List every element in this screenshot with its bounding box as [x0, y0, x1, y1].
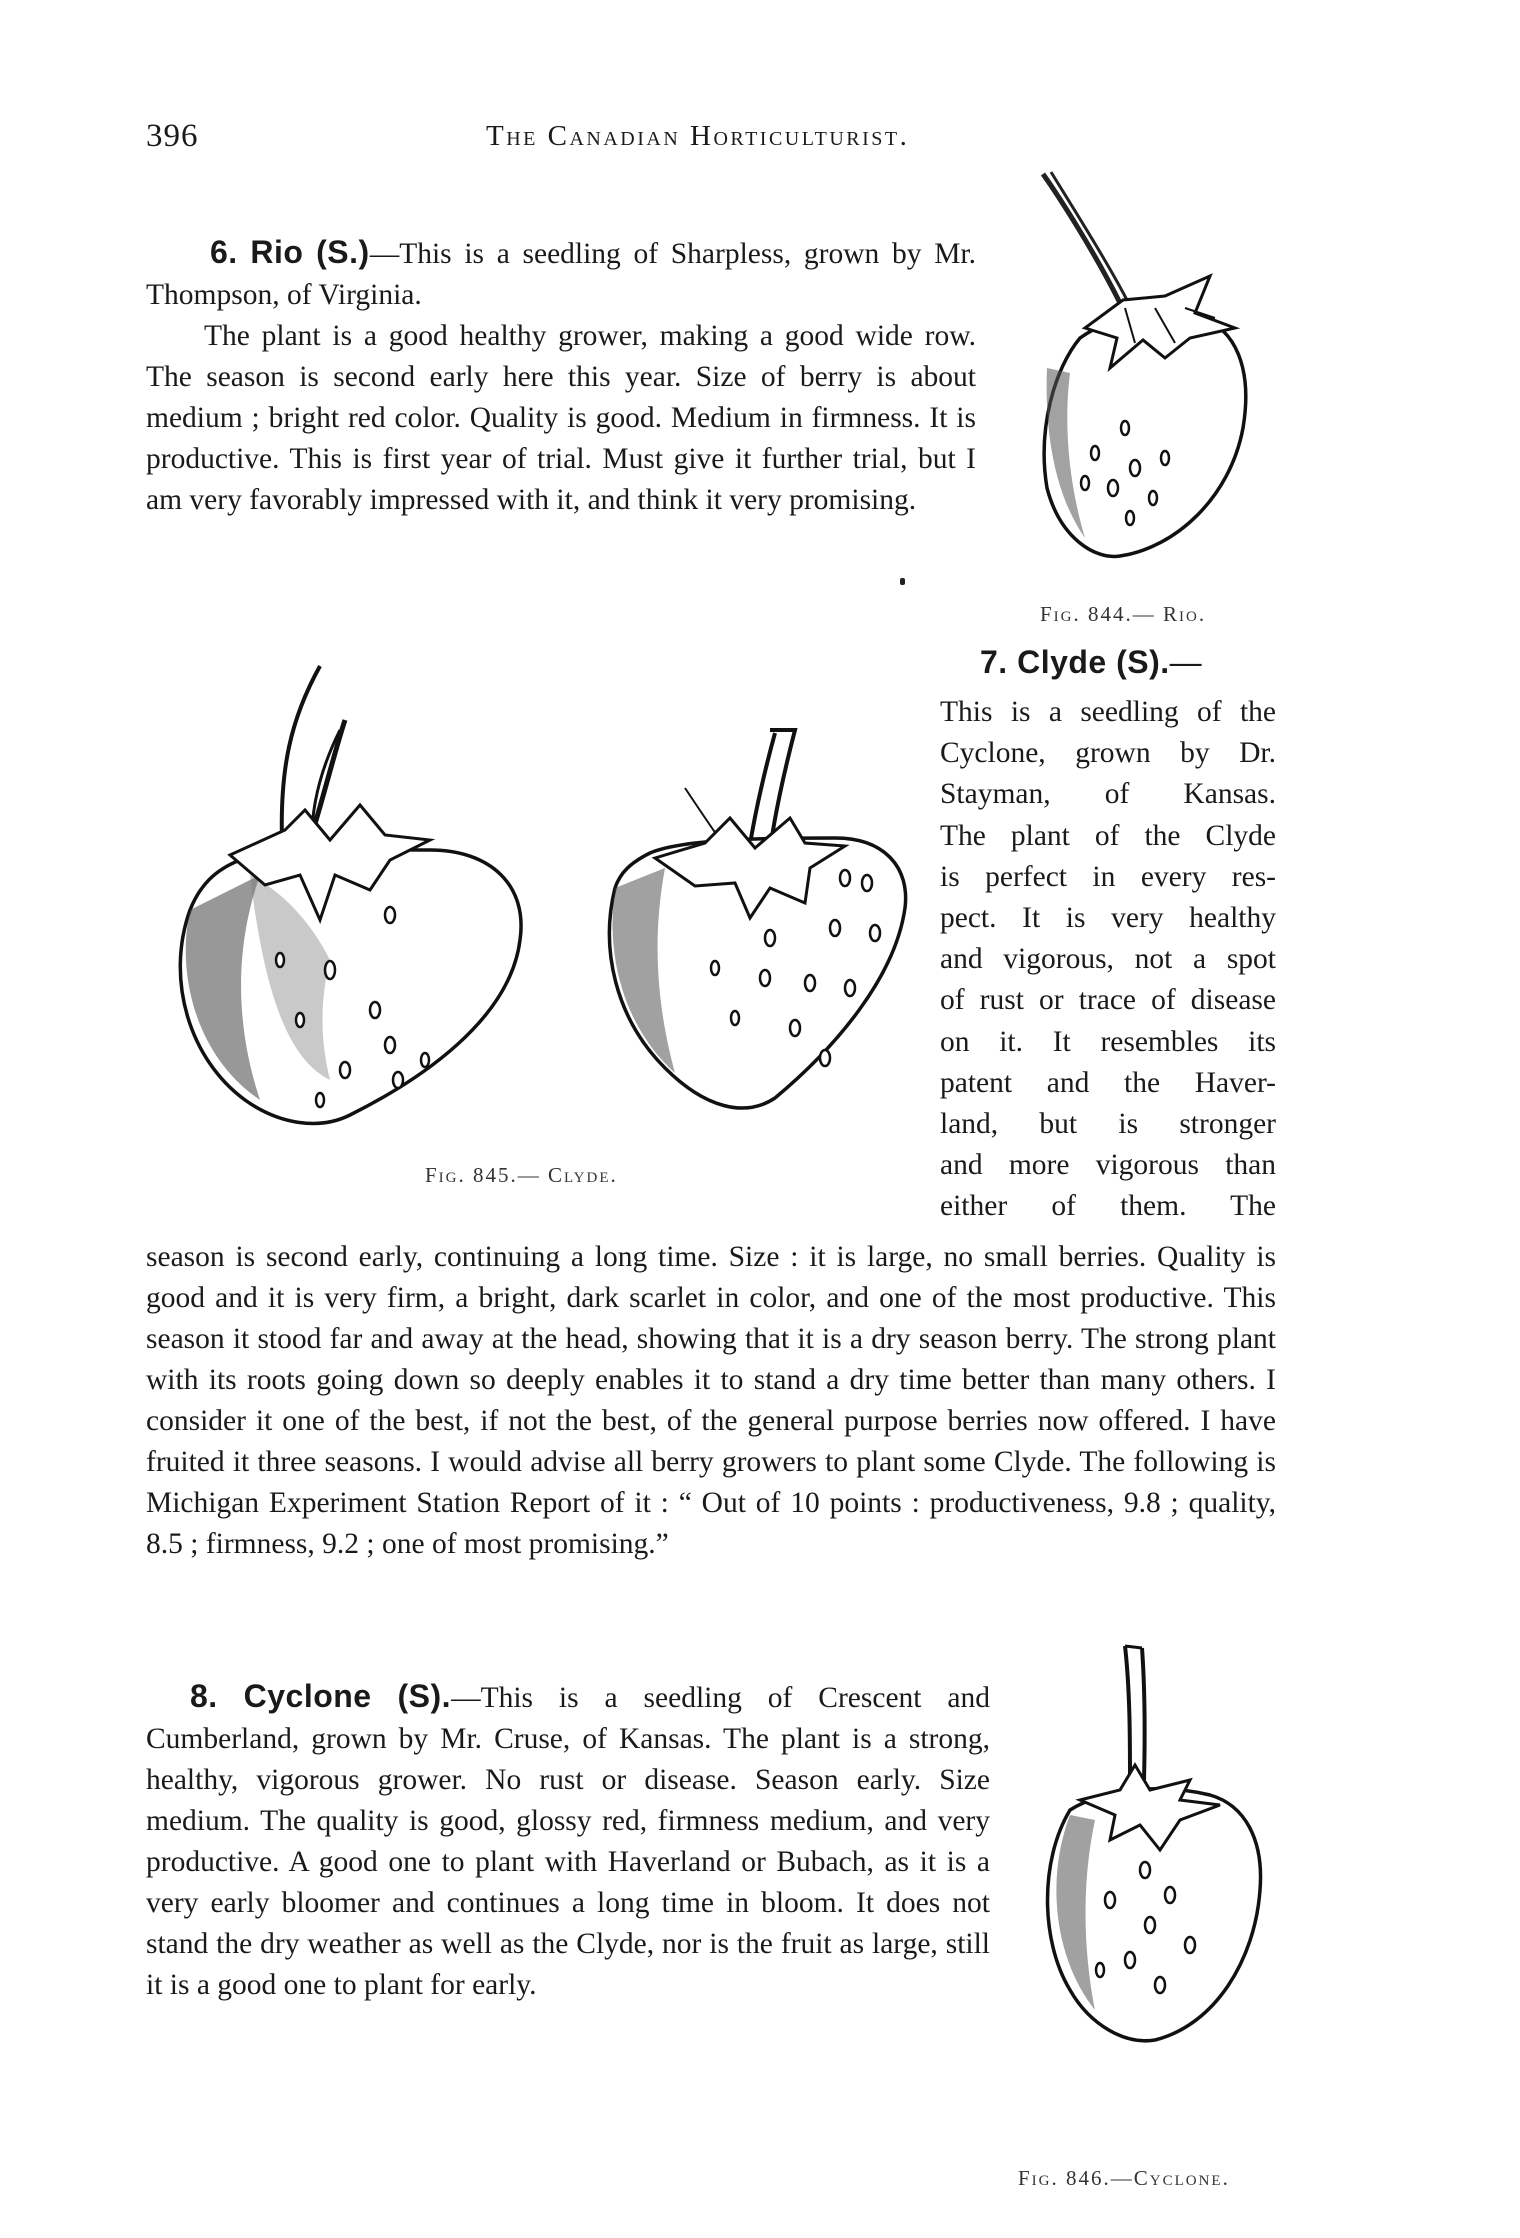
- clyde-line: either of them. The: [940, 1190, 1276, 1223]
- fig-844-caption: Fig. 844.— Rio.: [1040, 602, 1207, 626]
- clyde-line: Stayman, of Kansas.: [940, 778, 1276, 811]
- clyde-dash: —: [1169, 644, 1203, 680]
- clyde-line: of rust or trace of disease: [940, 984, 1276, 1017]
- fig-846-caption: Fig. 846.—Cyclone.: [1018, 2166, 1230, 2190]
- rio-intro-paragraph: [146, 232, 976, 316]
- figure-clyde-left: [170, 660, 540, 1140]
- clyde-line: on it. It resembles its: [940, 1025, 1276, 1058]
- clyde-line: The plant of the Clyde: [940, 819, 1276, 852]
- clyde-line: is perfect in every res-: [940, 860, 1276, 893]
- figure-clyde-right: [595, 718, 925, 1128]
- clyde-column: [940, 692, 1276, 1228]
- clyde-name: Clyde: [1017, 644, 1107, 680]
- cyclone-type: (S).: [397, 1678, 452, 1714]
- clyde-strawberry-illustration-large: [170, 660, 540, 1140]
- cyclone-paragraph: [146, 1676, 990, 2006]
- cyclone-text: —This is a seedling of Crescent and Cumberland, grown by Mr. Cruse, of Kansas. The plant is a strong, healthy, vigorous grower. No rust or disease. Season early. Size medium. The quality is good, glossy red, firmness medium, and very productive. A good one to plant with Haverland or Bubach, as it is a very early bloomer and continues a long time in bloom. It does not stand the dry weather as well as the Clyde, nor is the fruit as large, still it is a good one to plant for early.: [146, 1682, 990, 2001]
- running-head: The Canadian Horticulturist.: [486, 120, 910, 152]
- rio-strawberry-illustration: [1025, 168, 1275, 568]
- rio-body: The plant is a good healthy grower, making a good wide row. The season is second early here this year. Size of berry is about medium ; bright red color. Quality is good. Medium in firmness. It is productive. This is first year of trial. Must give it further trial, but I am very favorably impressed with it, and think it very promising.: [146, 320, 976, 516]
- rio-section: [146, 232, 976, 521]
- clyde-line: and vigorous, not a spot: [940, 943, 1276, 976]
- clyde-line: patent and the Haver-: [940, 1066, 1276, 1099]
- cyclone-section: [146, 1676, 990, 2006]
- clyde-line: pect. It is very healthy: [940, 902, 1276, 935]
- clyde-continuation: season is second early, continuing a long time. Size : it is large, no small berries. Quality is good and it is very firm, a bright, dark scarlet in color, and one of the most productive. This season it stood far and away at the head, showing that it is a dry season berry. The strong plant with its roots going down so deeply enables it to stand a dry time better than many others. I consider it one of the best, if not the best, of the general purpose berries now offered. I have fruited it three seasons. I would advise all berry growers to plant some Clyde. The following is Michigan Experiment Station Report of it : “ Out of 10 points : productiveness, 9.8 ; quality, 8.5 ; firmness, 9.2 ; one of most promising.”: [146, 1241, 1276, 1560]
- figure-cyclone: [1030, 1640, 1280, 2050]
- rio-type: (S.): [316, 234, 370, 270]
- clyde-heading: [980, 644, 1202, 681]
- page-number: 396: [146, 118, 199, 154]
- clyde-line: This is a seedling of the: [940, 696, 1276, 728]
- figure-rio: [1025, 168, 1275, 568]
- clyde-type: (S).: [1116, 644, 1170, 680]
- clyde-line: and more vigorous than: [940, 1149, 1276, 1182]
- cyclone-heading: Cyclone: [243, 1678, 372, 1714]
- ink-dot: [900, 578, 905, 585]
- cyclone-strawberry-illustration: [1030, 1640, 1280, 2050]
- clyde-line: Cyclone, grown by Dr.: [940, 737, 1276, 770]
- cyclone-number: 8.: [190, 1678, 218, 1714]
- fig-845-caption: Fig. 845.— Clyde.: [425, 1163, 618, 1187]
- rio-intro: —This is a seedling of Sharpless, grown by Mr. Thompson, of Virginia.: [146, 238, 977, 311]
- clyde-number: 7.: [980, 644, 1008, 680]
- clyde-strawberry-illustration-small: [595, 718, 925, 1128]
- clyde-line: land, but is stronger: [940, 1108, 1276, 1141]
- rio-heading: Rio: [250, 234, 304, 270]
- rio-number: 6.: [210, 234, 238, 270]
